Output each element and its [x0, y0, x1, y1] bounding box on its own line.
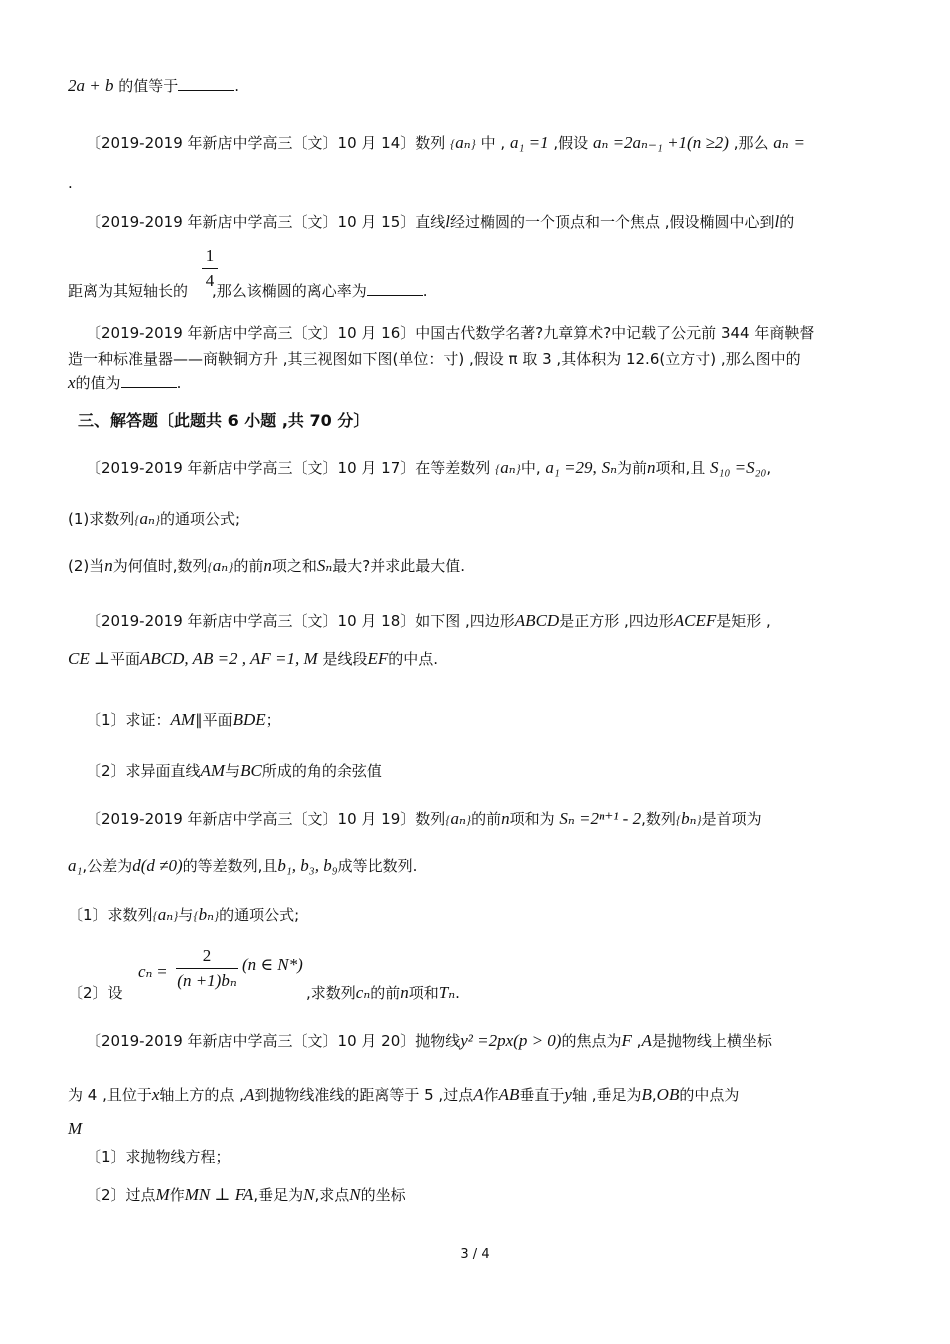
- answer-blank: [178, 76, 234, 91]
- q19-part2: 〔2〕设: [68, 984, 123, 1002]
- q15-line1: 〔2019-2019 年新店中学高三〔文〕10 月 15〕直线l经过椭圆的一个顶点和一个焦点 ,假设椭圆中心到l的: [86, 212, 795, 231]
- q17-line1: 〔2019-2019 年新店中学高三〔文〕10 月 17〕在等差数列 {aₙ}中, a₁ =29, Sₙ为前n项和,且 S₁₀ =S₂₀,: [86, 458, 772, 477]
- q17-part1: (1)求数列{aₙ}的通项公式;: [68, 509, 241, 528]
- q13-line: 2a + b 的值等于 .: [68, 76, 240, 95]
- q15-line2: 距离为其短轴长的 ,那么该椭圆的离心率为 .: [68, 282, 428, 300]
- seq-a: {aₙ}: [134, 509, 161, 528]
- q16-line2: 造一种标准量器——商鞅铜方升 ,其三视图如下图(单位：寸) ,假设 π 取 3 ,其体积为 12.6(立方寸) ,那么图中的: [68, 350, 801, 368]
- q17-part2: (2)当n为何值时,数列{aₙ}的前n项之和Sₙ最大?并求此最大值.: [68, 556, 465, 575]
- q18-part2: 〔2〕求异面直线AM与BC所成的角的余弦值: [86, 761, 382, 780]
- source-tag: 〔2019-2019 年新店中学高三〔文〕10 月 14〕: [86, 134, 416, 152]
- q18-line1: 〔2019-2019 年新店中学高三〔文〕10 月 18〕如下图 ,四边形ABCD是正方形 ,四边形ACEF是矩形 ,: [86, 611, 771, 630]
- seq-b: {bₙ}: [193, 905, 220, 924]
- source-tag: 〔2019-2019 年新店中学高三〔文〕10 月 19〕: [86, 810, 416, 828]
- fraction-cn: 2 (n +1)bₙ: [177, 946, 237, 990]
- seq-b: {bₙ}: [675, 809, 702, 828]
- q19-cn-lhs: cₙ =: [138, 962, 167, 981]
- q19-line2: a₁,公差为d(d ≠0)的等差数列,且b₁, b₃, b₉成等比数列.: [68, 856, 418, 875]
- math-expr: 2a + b: [68, 76, 114, 95]
- q20-part2: 〔2〕过点M作MN ⊥ FA,垂足为N,求点N的坐标: [86, 1185, 406, 1204]
- section-heading: 三、解答题〔此题共 6 小题 ,共 70 分〕: [78, 411, 370, 430]
- q20-line2: 为 4 ,且位于x轴上方的点 ,A到抛物线准线的距离等于 5 ,过点A作AB垂直于y轴 ,垂足为B,OB的中点为: [68, 1085, 740, 1104]
- source-tag: 〔2019-2019 年新店中学高三〔文〕10 月 20〕: [86, 1032, 416, 1050]
- source-tag: 〔2019-2019 年新店中学高三〔文〕10 月 17〕: [86, 459, 416, 477]
- recurrence: aₙ =2aₙ₋₁ +1(n ≥2): [592, 133, 729, 152]
- q18-part1: 〔1〕求证：AM∥平面BDE；: [86, 710, 281, 729]
- q19-part1: 〔1〕求数列{aₙ}与{bₙ}的通项公式;: [68, 905, 300, 924]
- q20-line1: 〔2019-2019 年新店中学高三〔文〕10 月 20〕抛物线y² =2px(p > 0)的焦点为F ,A是抛物线上横坐标: [86, 1031, 772, 1050]
- cond-a1: a₁ =1: [509, 133, 549, 152]
- source-tag: 〔2019-2019 年新店中学高三〔文〕10 月 16〕: [86, 324, 416, 342]
- q14-line1: 〔2019-2019 年新店中学高三〔文〕10 月 14〕数列 {aₙ} 中 , a₁ =1 ,假设 aₙ =2aₙ₋₁ +1(n ≥2) ,那么 aₙ =: [86, 133, 805, 152]
- source-tag: 〔2019-2019 年新店中学高三〔文〕10 月 18〕: [86, 612, 416, 630]
- seq-a: {aₙ}: [450, 133, 476, 152]
- q14-line2: .: [68, 174, 73, 192]
- q19-line1: 〔2019-2019 年新店中学高三〔文〕10 月 19〕数列{aₙ}的前n项和为 Sₙ =2ⁿ⁺¹ - 2,数列{bₙ}是首项为: [86, 809, 762, 828]
- seq-a: {aₙ}: [445, 809, 472, 828]
- answer-blank: [367, 281, 423, 296]
- fraction-quarter: 1 4: [202, 246, 218, 291]
- seq-a: {aₙ}: [207, 556, 234, 575]
- q19-part2-tail: ,求数列cₙ的前n项和Tₙ.: [306, 983, 460, 1002]
- answer-blank: [121, 373, 177, 388]
- q20-part1: 〔1〕求抛物线方程；: [86, 1148, 231, 1166]
- q16-line1: 〔2019-2019 年新店中学高三〔文〕10 月 16〕中国古代数学名著?九章算术?中记载了公元前 344 年商鞅督: [86, 324, 815, 342]
- source-tag: 〔2019-2019 年新店中学高三〔文〕10 月 15〕: [86, 213, 416, 231]
- seq-a: {aₙ}: [152, 905, 179, 924]
- page-number: 3 / 4: [460, 1247, 490, 1262]
- q19-cn-cond: (n ∈ N*): [242, 955, 303, 974]
- q20-line3: M: [68, 1119, 83, 1138]
- q16-line3: x的值为 .: [68, 373, 182, 392]
- seq-a: {aₙ}: [495, 458, 521, 477]
- q18-line2: CE ⊥平面ABCD, AB =2 , AF =1, M 是线段EF的中点.: [68, 649, 439, 668]
